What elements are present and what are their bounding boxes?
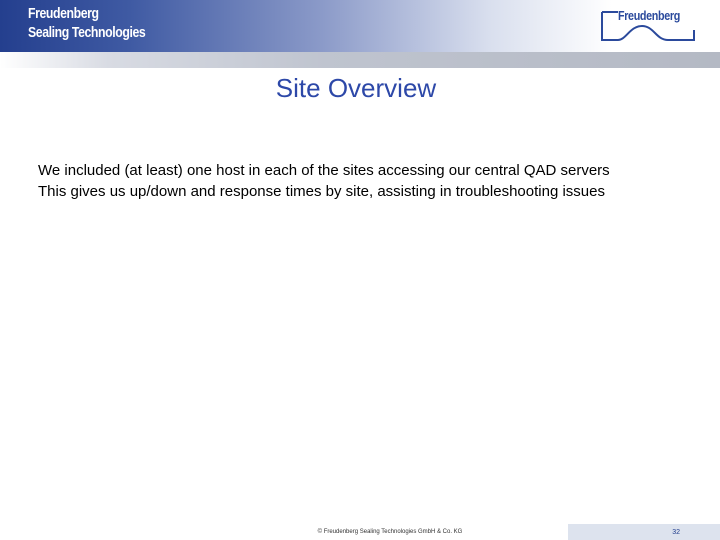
- bullet-item: We included (at least) one host in each of the sites accessing our central QAD servers: [38, 162, 610, 179]
- company-name-line2: Sealing Technologies: [28, 24, 146, 41]
- bullet-item: This gives us up/down and response times by site, assisting in troubleshooting issues: [38, 183, 605, 200]
- footer-copyright: © Freudenberg Sealing Technologies GmbH & Co. KG: [317, 529, 463, 535]
- page-number: 32: [672, 529, 680, 536]
- company-name: [28, 4, 145, 42]
- page-number-box: [568, 524, 720, 540]
- header-underbar: [0, 52, 720, 68]
- logo-text: Freudenberg: [618, 9, 680, 23]
- freudenberg-logo: [598, 6, 698, 44]
- company-name-line1: Freudenberg: [28, 5, 99, 22]
- bullet-list: [38, 160, 678, 202]
- slide-title: Site Overview: [275, 73, 437, 103]
